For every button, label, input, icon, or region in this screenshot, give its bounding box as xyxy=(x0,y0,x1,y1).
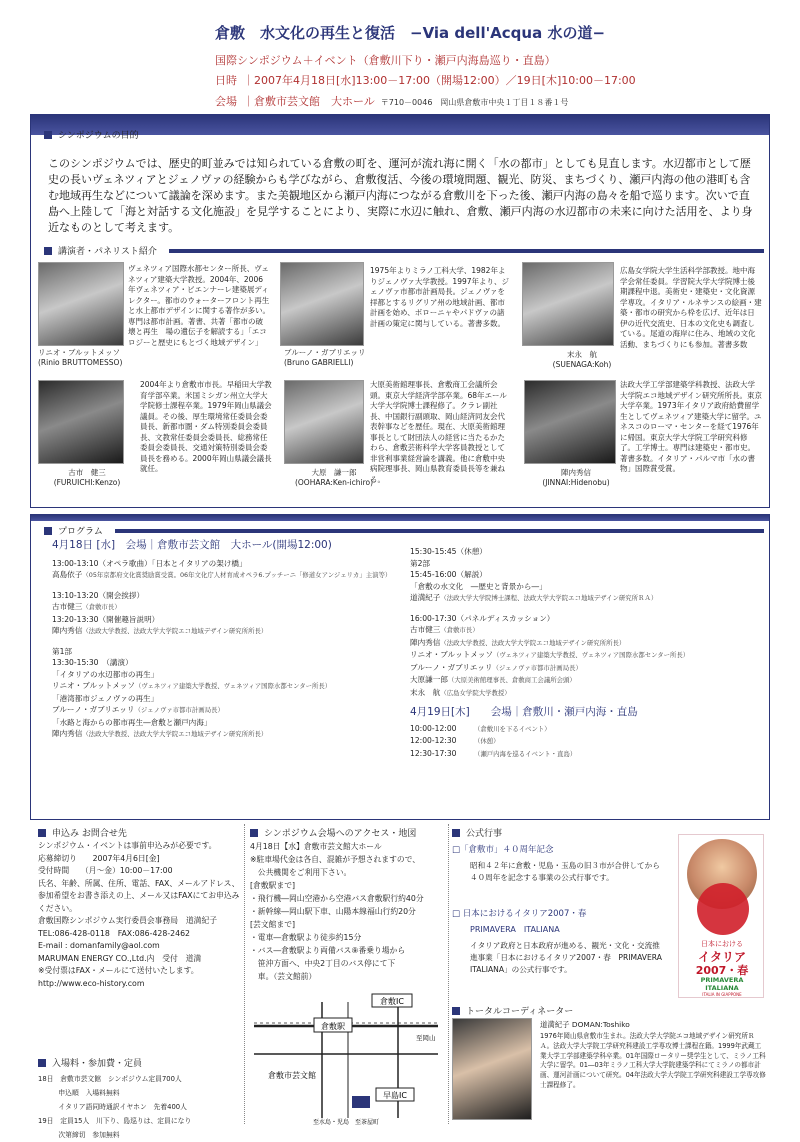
program-item xyxy=(410,613,765,625)
box-top-bar xyxy=(31,515,769,521)
program-item-text: 大原謙一郎 xyxy=(410,675,448,684)
program-item xyxy=(52,646,402,658)
poster-line6: ITALIA IN GIAPPONE xyxy=(702,992,742,997)
access-heading xyxy=(250,826,416,839)
speaker-bio: 1975年よりミラノ工科大学、1982年よりジェノヴァ大学教授。1997年より、ジェノヴァ市都市計画局長。ジェノヴァを拝都とするリグリア州の地域計画、都市計画を始め、ボローニャやパドヴァの諸計画の策定に関与している。著書多数。 xyxy=(370,266,510,328)
program-item xyxy=(52,558,402,570)
program-item xyxy=(52,625,402,638)
access-heading-text: シンポジウム会場へのアクセス・地図 xyxy=(264,829,417,839)
program-item-text: 「水路と海からの都市再生―倉敷と瀬戸内海」 xyxy=(52,717,212,727)
speaker-photo xyxy=(284,380,364,464)
access-line: ・バス―倉敷駅より両備バス⑨番乗り場から xyxy=(250,946,406,955)
program-item-text: 「港湾都市ジェノヴァの再生」 xyxy=(52,693,159,703)
program-item xyxy=(52,704,402,717)
access-line: ※駐車場代金は各自、混雑が予想されますので、 xyxy=(250,855,421,864)
program-item-note: （法政大学教授、法政大学大学院エコ地域デザイン研究所所長） xyxy=(82,627,268,635)
program-item-note: （05年京都府文化賞奨励賞受賞。06年文化庁人材育成オペラ6.プッチーニ「修道女アンジェリカ」主演等） xyxy=(82,571,392,579)
poster-sun xyxy=(697,883,749,935)
official-item2-body: イタリア政府と日本政府が進める、観光・文化・交流推進事業「日本におけるイタリア2007・春 PRIMAVERA ITALIANA」の公式行事です。 xyxy=(470,941,670,974)
poster-line2: イタリア xyxy=(697,950,746,964)
program-item-note: （倉敷市長） xyxy=(82,603,121,611)
program-item-text: 陣内秀信 xyxy=(52,729,83,738)
map-ic1-label: 倉敷IC xyxy=(380,997,404,1006)
program-item-note: （法政大学教授、法政大学大学院エコ地域デザイン研究所所長） xyxy=(440,638,626,647)
access-line: 笹沖方面へ、中央2丁目のバス停にて下 xyxy=(250,959,396,968)
program-item xyxy=(410,687,765,700)
coordinator-name: 道満紀子 DOMAN:Toshiko xyxy=(540,1020,630,1029)
section-marker-icon xyxy=(250,829,258,837)
program-item xyxy=(410,674,765,687)
day2-desc: （休憩） xyxy=(474,737,500,745)
speaker-name: ブルーノ・ガブリエッリ (Bruno GABRIELLI) xyxy=(284,348,366,367)
fees-line: イタリア語同時通訳イヤホン 先着400人 xyxy=(38,1103,187,1111)
program-item-text: 古市健三 xyxy=(410,625,441,634)
map-hall-label: 倉敷市芸文館 xyxy=(268,1071,316,1080)
apply-line: TEL:086-428-0118 FAX:086-428-2462 xyxy=(38,928,190,938)
program-left-column xyxy=(52,540,402,741)
venue-label: 会場 xyxy=(215,95,237,108)
map-bottom-label: 至水島・児島 至茶屋町 xyxy=(312,1119,380,1126)
program-item xyxy=(410,569,765,581)
program-item-text: 13:30-15:30 （講演） xyxy=(52,658,133,667)
access-line: ・電車―倉敷駅より徒歩約15分 xyxy=(250,933,362,942)
program-item-text: 15:45-16:00（解説） xyxy=(410,570,487,579)
poster-line3: 2007・春 xyxy=(695,964,749,977)
apply-line: MARUMAN ENERGY CO.,Ltd.内 受付 道満 xyxy=(38,953,202,963)
program-item xyxy=(410,649,765,662)
program-item-text: 13:20-13:30（開催趣旨説明） xyxy=(52,614,160,624)
section-marker-icon xyxy=(38,829,46,837)
program-item-text: 13:10-13:20（開会挨拶） xyxy=(52,590,145,600)
speaker-photo xyxy=(280,262,364,346)
program-item xyxy=(52,582,402,590)
program-item xyxy=(52,728,402,741)
program-item-note: （ヴェネツィア建築大学教授、ヴェネツィア国際水都センター所長） xyxy=(135,682,332,690)
speaker-name: 末永 航 (SUENAGA:Koh) xyxy=(552,350,612,369)
speaker-bio: 広島女学院大学生活科学部教授。地中海学会常任委員。学習院大学大学院博士後期課程中退。美術史・建築史・文化資源学専攻。イタリア・ルネサンスの絵画・建築・都市の研究から枠を広げ、近年は日伊の近代交流史、日本の文化史も調査している。尾道の海岸に住み、地域の文化活動、まちづくりにも参加。著書多数 xyxy=(620,266,762,349)
speaker-name: 大原 謙一郎 (OOHARA:Ken-ichiro) xyxy=(294,468,374,487)
program-right-list xyxy=(410,546,765,699)
fees-heading xyxy=(38,1056,142,1069)
program-item-note: （法政大学大学院博士課程、法政大学大学院エコ地域デザイン研究所ＲＡ） xyxy=(440,594,658,602)
program-item xyxy=(410,581,765,593)
access-line: ・新幹線―岡山駅下車、山陽本線福山行約20分 xyxy=(250,907,416,916)
access-line: [倉敷駅まで] xyxy=(250,881,296,890)
program-item-text: 陣内秀信 xyxy=(410,637,441,647)
apply-list xyxy=(38,840,240,990)
program-item xyxy=(52,601,402,614)
section-rule xyxy=(115,529,764,533)
program-item xyxy=(410,662,765,675)
apply-line: 倉敷国際シンポジウム実行委員会事務局 道満紀子 xyxy=(38,916,218,925)
section-marker-icon xyxy=(44,131,52,139)
program-left-list xyxy=(52,558,402,741)
official-item1-title: □「倉敷市」４０周年記念 xyxy=(452,845,554,855)
program-item-note: （ジェノヴァ市都市計画局長） xyxy=(134,706,224,714)
program-item-text: 15:30-15:45（休憩） xyxy=(410,547,487,556)
access-map xyxy=(248,992,444,1126)
purpose-heading-text: シンポジウムの目的 xyxy=(58,131,139,141)
day2-desc: （倉敷川を下るイベント） xyxy=(474,724,551,733)
section-marker-icon xyxy=(38,1059,46,1067)
day2-time: 12:30-17:30 xyxy=(410,748,457,758)
program-item-text: 第1部 xyxy=(52,646,73,656)
fees-line: 19日 定員15人 川下り、島巡りは、定員になり xyxy=(38,1117,192,1125)
apply-line: ※受付票はFAX・メールにて送付いたします。 xyxy=(38,966,199,975)
day2-item xyxy=(410,723,765,736)
program-item xyxy=(52,717,402,729)
apply-heading xyxy=(38,826,127,839)
speaker-name: 陣内秀信 (JINNAI:Hidenobu) xyxy=(542,468,610,487)
speaker-bio: 2004年より倉敷市市長。早稲田大学教育学部卒業。米国ミシガン州立大学大学院修士課程卒業。1979年岡山県議会議員。その後、厚生環境常任委員会委員長、新都市圏・ダム特別委員会委員長、文教常任委員会委員長、総務常任委員会委員長、交通対策特別委員会委員長を務める。2000年岡山県議会議長就任。 xyxy=(140,380,272,473)
event-venue xyxy=(215,93,568,109)
official-item2-sub: PRIMAVERA ITALIANA xyxy=(470,925,560,934)
program-item-text: リニオ・ブルットメッソ xyxy=(410,650,493,659)
program-item-text: 13:00-13:10（オペラ歌曲）「日本とイタリアの架け橋」 xyxy=(52,558,247,568)
fees-line: 申込順 入場料無料 xyxy=(38,1089,120,1097)
purpose-heading xyxy=(44,128,764,141)
coordinator-heading xyxy=(452,1004,573,1017)
fees-list xyxy=(38,1072,248,1142)
speaker-photo xyxy=(524,380,616,464)
date-label: 日時 xyxy=(215,74,237,87)
venue-value: ｜倉敷市芸文館 大ホール xyxy=(243,95,375,108)
program-item xyxy=(52,680,402,693)
official-item1-body: 昭和４２年に倉敷・児島・玉島の旧３市が合併してから４０周年を記念する事業の公式行事です。 xyxy=(470,861,660,882)
program-item-note: （倉敷市長） xyxy=(440,626,479,634)
apply-line: シンポジウム・イベントは事前申込みが必要です。 xyxy=(38,841,217,850)
poster-line5: ITALIANA xyxy=(705,984,739,992)
column-divider xyxy=(244,824,245,1124)
program-item xyxy=(410,558,765,570)
program-item xyxy=(410,605,765,613)
event-date xyxy=(215,72,636,88)
coordinator-bio: 1976年岡山県倉敷市生まれ。法政大学大学院エコ地域デザイン研究所ＲＡ。法政大学大学院工学研究科建設工学専攻博士課程在籍。1999年武蔵工業大学工学部建築学科卒業。01年国際ロータリー奨学生として、ミラノ工科大学に留学。01―03年ミラノ工科大学大学院建築学科にてミラノの都市計画、運河計画について研究。04年法政大学大学院工学研究科建設工学専攻修士課程修了。 xyxy=(540,1032,766,1089)
program-item xyxy=(52,669,402,681)
section-marker-icon xyxy=(452,829,460,837)
map-ic2-label: 早島IC xyxy=(383,1091,407,1100)
program-item-text: リニオ・ブルットメッソ xyxy=(52,681,135,690)
coordinator-photo xyxy=(452,1018,532,1120)
program-item-text: 陣内秀信 xyxy=(52,626,83,635)
program-item-text: 16:00-17:30（パネルディスカッション） xyxy=(410,613,555,623)
program-right-column xyxy=(410,546,765,760)
day2-item xyxy=(410,748,765,761)
program-item-note: （法政大学教授、法政大学大学院エコ地域デザイン研究所所長） xyxy=(82,730,268,738)
program-item-text: 高島依子 xyxy=(52,570,83,579)
day2-list xyxy=(410,723,765,761)
program-item-note: （ジェノヴァ市都市計画局長） xyxy=(492,663,582,672)
page-subtitle: 国際シンポジウム＋イベント（倉敷川下り・瀬戸内海島巡り・直島） xyxy=(215,54,556,67)
speaker-photo xyxy=(38,380,124,464)
speaker-photo xyxy=(522,262,614,346)
apply-line: 応募締切り 2007年4月6日[金] xyxy=(38,853,160,863)
venue-address: 〒710－0046 岡山県倉敷市中央１丁目１８番１号 xyxy=(380,98,569,107)
program-item-text: 道満紀子 xyxy=(410,593,441,602)
fees-line: 次第締切 参加無料 xyxy=(38,1131,120,1139)
day2-time: 12:00-12:30 xyxy=(410,736,457,745)
program-item-text: 第2部 xyxy=(410,558,431,568)
access-line: [芸文館まで] xyxy=(250,920,296,929)
speaker-name: 古市 健三 (FURUICHI:Kenzo) xyxy=(53,468,121,487)
fees-line: 18日 倉敷市芸文館 シンポジウム定員700人 xyxy=(38,1075,182,1083)
program-item-text: 「イタリアの水辺都市の再生」 xyxy=(52,669,159,679)
access-list xyxy=(250,840,446,983)
official-item2-title: □ 日本におけるイタリア2007・春 xyxy=(452,909,587,919)
program-item xyxy=(410,592,765,605)
day1-title: 4月18日 [水] 会場｜倉敷市芸文館 大ホール(開場12:00) xyxy=(52,539,332,551)
speaker-bio: 法政大学工学部建築学科教授、法政大学大学院エコ地域デザイン研究所所長。東京大学卒業。1973年イタリア政府給費留学生としてヴェネツィア建築大学に留学。ユネスコのローマ・センターを経て1976年に帰国。東京大学大学院工学研究科修了。工学博士。専門は建築史・都市史。著書多数。イタリア・パルマ市「水の書物」国際賞受賞。 xyxy=(620,380,762,473)
primavera-poster xyxy=(678,834,764,998)
date-value: ｜2007年4月18日[水]13:00－17:00（開場12:00）／19日[木]10:00－17:00 xyxy=(243,74,636,87)
purpose-body: このシンポジウムでは、歴史的町並みでは知られている倉敷の町を、運河が流れ海に開く「水の都市」としても見直します。水辺都市として歴史の長いヴェネツィアとジェノヴァの経験からも学びながら、倉敷復活、今後の環境問題、観光、防災、まちづくり、瀬戸内海の他の港町も含む地域再生などについて議論を深めます。また美観地区から瀬戸内海につながる倉敷川を下った後、瀬戸内海の島々を船で巡ります。次いで直島へ上陸して「海と対話する文化施設」を見学することにより、実際に水辺に触れ、倉敷、瀬戸内海の水辺都市の未来に向けた活用を、より身近なものとして考えます。 xyxy=(48,157,753,234)
access-line: 公共機関をご利用下さい。 xyxy=(250,868,352,877)
program-item xyxy=(410,637,765,650)
column-divider xyxy=(448,824,449,1124)
program-item xyxy=(52,590,402,602)
speaker-bio: ヴェネツィア国際水都センター所長、ヴェネツィア建築大学教授。2004年、2006年ヴェネツィア・ビエンナーレ建築展ディレクター。都市のウォーターフロント再生と水上都市デザインに関する著作が多い。専門は都市計画。著書、共著「都市の破壊と再生 場の遺伝子を解読する」「エコロジーと歴史にもとづく地域デザイン」 xyxy=(128,264,270,347)
coordinator-heading-text: トータルコーディネーター xyxy=(466,1007,574,1017)
hall-marker xyxy=(352,1096,370,1108)
section-rule xyxy=(169,249,764,253)
access-line: ・飛行機―岡山空港から空港バス倉敷駅行約40分 xyxy=(250,894,424,903)
poster-line1: 日本における xyxy=(701,940,743,948)
program-item xyxy=(52,657,402,669)
program-item-text: 古市健三 xyxy=(52,602,83,611)
speakers-heading xyxy=(44,244,764,257)
program-item-note: （ヴェネツィア建築大学教授、ヴェネツィア国際水都センター所長） xyxy=(493,651,690,659)
speaker-bio: 大原美術館理事長、倉敷商工会議所会頭。東京大学経済学部卒業。68年エール大学大学院博士課程修了。クラレ副社長、中国銀行副頭取、岡山経済同友会代表幹事などを歴任。現在、大原美術館理事長として財団法人の経営に当たるかたわら、倉敷芸術科学大学客員教授として非営利事業経営論を講義。他に倉敷中央病院理事長、岡山県教育委員長等を兼ねる。 xyxy=(370,380,507,484)
apply-heading-text: 申込み お問合せ先 xyxy=(52,829,127,839)
program-item xyxy=(52,693,402,705)
map-station-label: 倉敷駅 xyxy=(321,1022,345,1031)
section-marker-icon xyxy=(44,247,52,255)
section-marker-icon xyxy=(452,1007,460,1015)
program-item xyxy=(52,614,402,626)
page-title: 倉敷 水文化の再生と復活 −Via dell'Acqua 水の道− xyxy=(215,24,606,42)
speaker-name: リニオ・ブルットメッソ (Rinio BRUTTOMESSO) xyxy=(38,348,123,367)
official-heading xyxy=(452,826,502,839)
apply-line: http://www.eco-history.com xyxy=(38,978,145,988)
access-line: 車。（芸文館前） xyxy=(250,972,317,981)
program-item-note: （広島女学院大学教授） xyxy=(440,688,511,697)
program-item-text: 「倉敷の水文化 ―歴史と背景から―」 xyxy=(410,581,547,591)
day2-time: 10:00-12:00 xyxy=(410,723,457,733)
program-heading-text: プログラム xyxy=(58,527,103,537)
program-heading xyxy=(44,524,764,537)
fees-heading-text: 入場料・参加費・定員 xyxy=(52,1059,143,1069)
official-heading-text: 公式行事 xyxy=(466,829,503,839)
day2-desc: （瀬戸内海を巡るイベント・直島） xyxy=(474,749,577,758)
program-item xyxy=(52,638,402,646)
program-item xyxy=(410,546,765,558)
speakers-heading-text: 講演者・パネリスト紹介 xyxy=(58,247,157,257)
program-item-text: 末永 航 xyxy=(410,687,441,697)
apply-line: E-mail : domanfamily@aol.com xyxy=(38,941,160,950)
speaker-photo xyxy=(38,262,124,346)
program-item-text: ブルーノ・ガブリエッリ xyxy=(410,662,493,672)
day2-title: 4月19日[木] 会場｜倉敷川・瀬戸内海・直島 xyxy=(410,706,638,718)
day2-item xyxy=(410,735,765,748)
program-item-text: ブルーノ・ガブリエッリ xyxy=(52,705,135,714)
access-line: 4月18日【水】倉敷市芸文館大ホール xyxy=(250,842,382,851)
poster-line4: PRIMAVERA xyxy=(700,976,744,984)
program-item xyxy=(52,569,402,582)
program-item xyxy=(410,624,765,637)
map-okayama-label: 至岡山 xyxy=(416,1034,436,1042)
apply-line: 氏名、年齢、所属、住所、電話、FAX、メールアドレス、参加希望をお書き添えの上、メール又はFAXにてお申込みください。 xyxy=(38,878,240,913)
program-item-note: （大原美術館理事長、倉敷商工会議所会頭） xyxy=(447,676,576,684)
section-marker-icon xyxy=(44,527,52,535)
apply-line: 受付時間 （月～金）10:00－17:00 xyxy=(38,866,173,875)
